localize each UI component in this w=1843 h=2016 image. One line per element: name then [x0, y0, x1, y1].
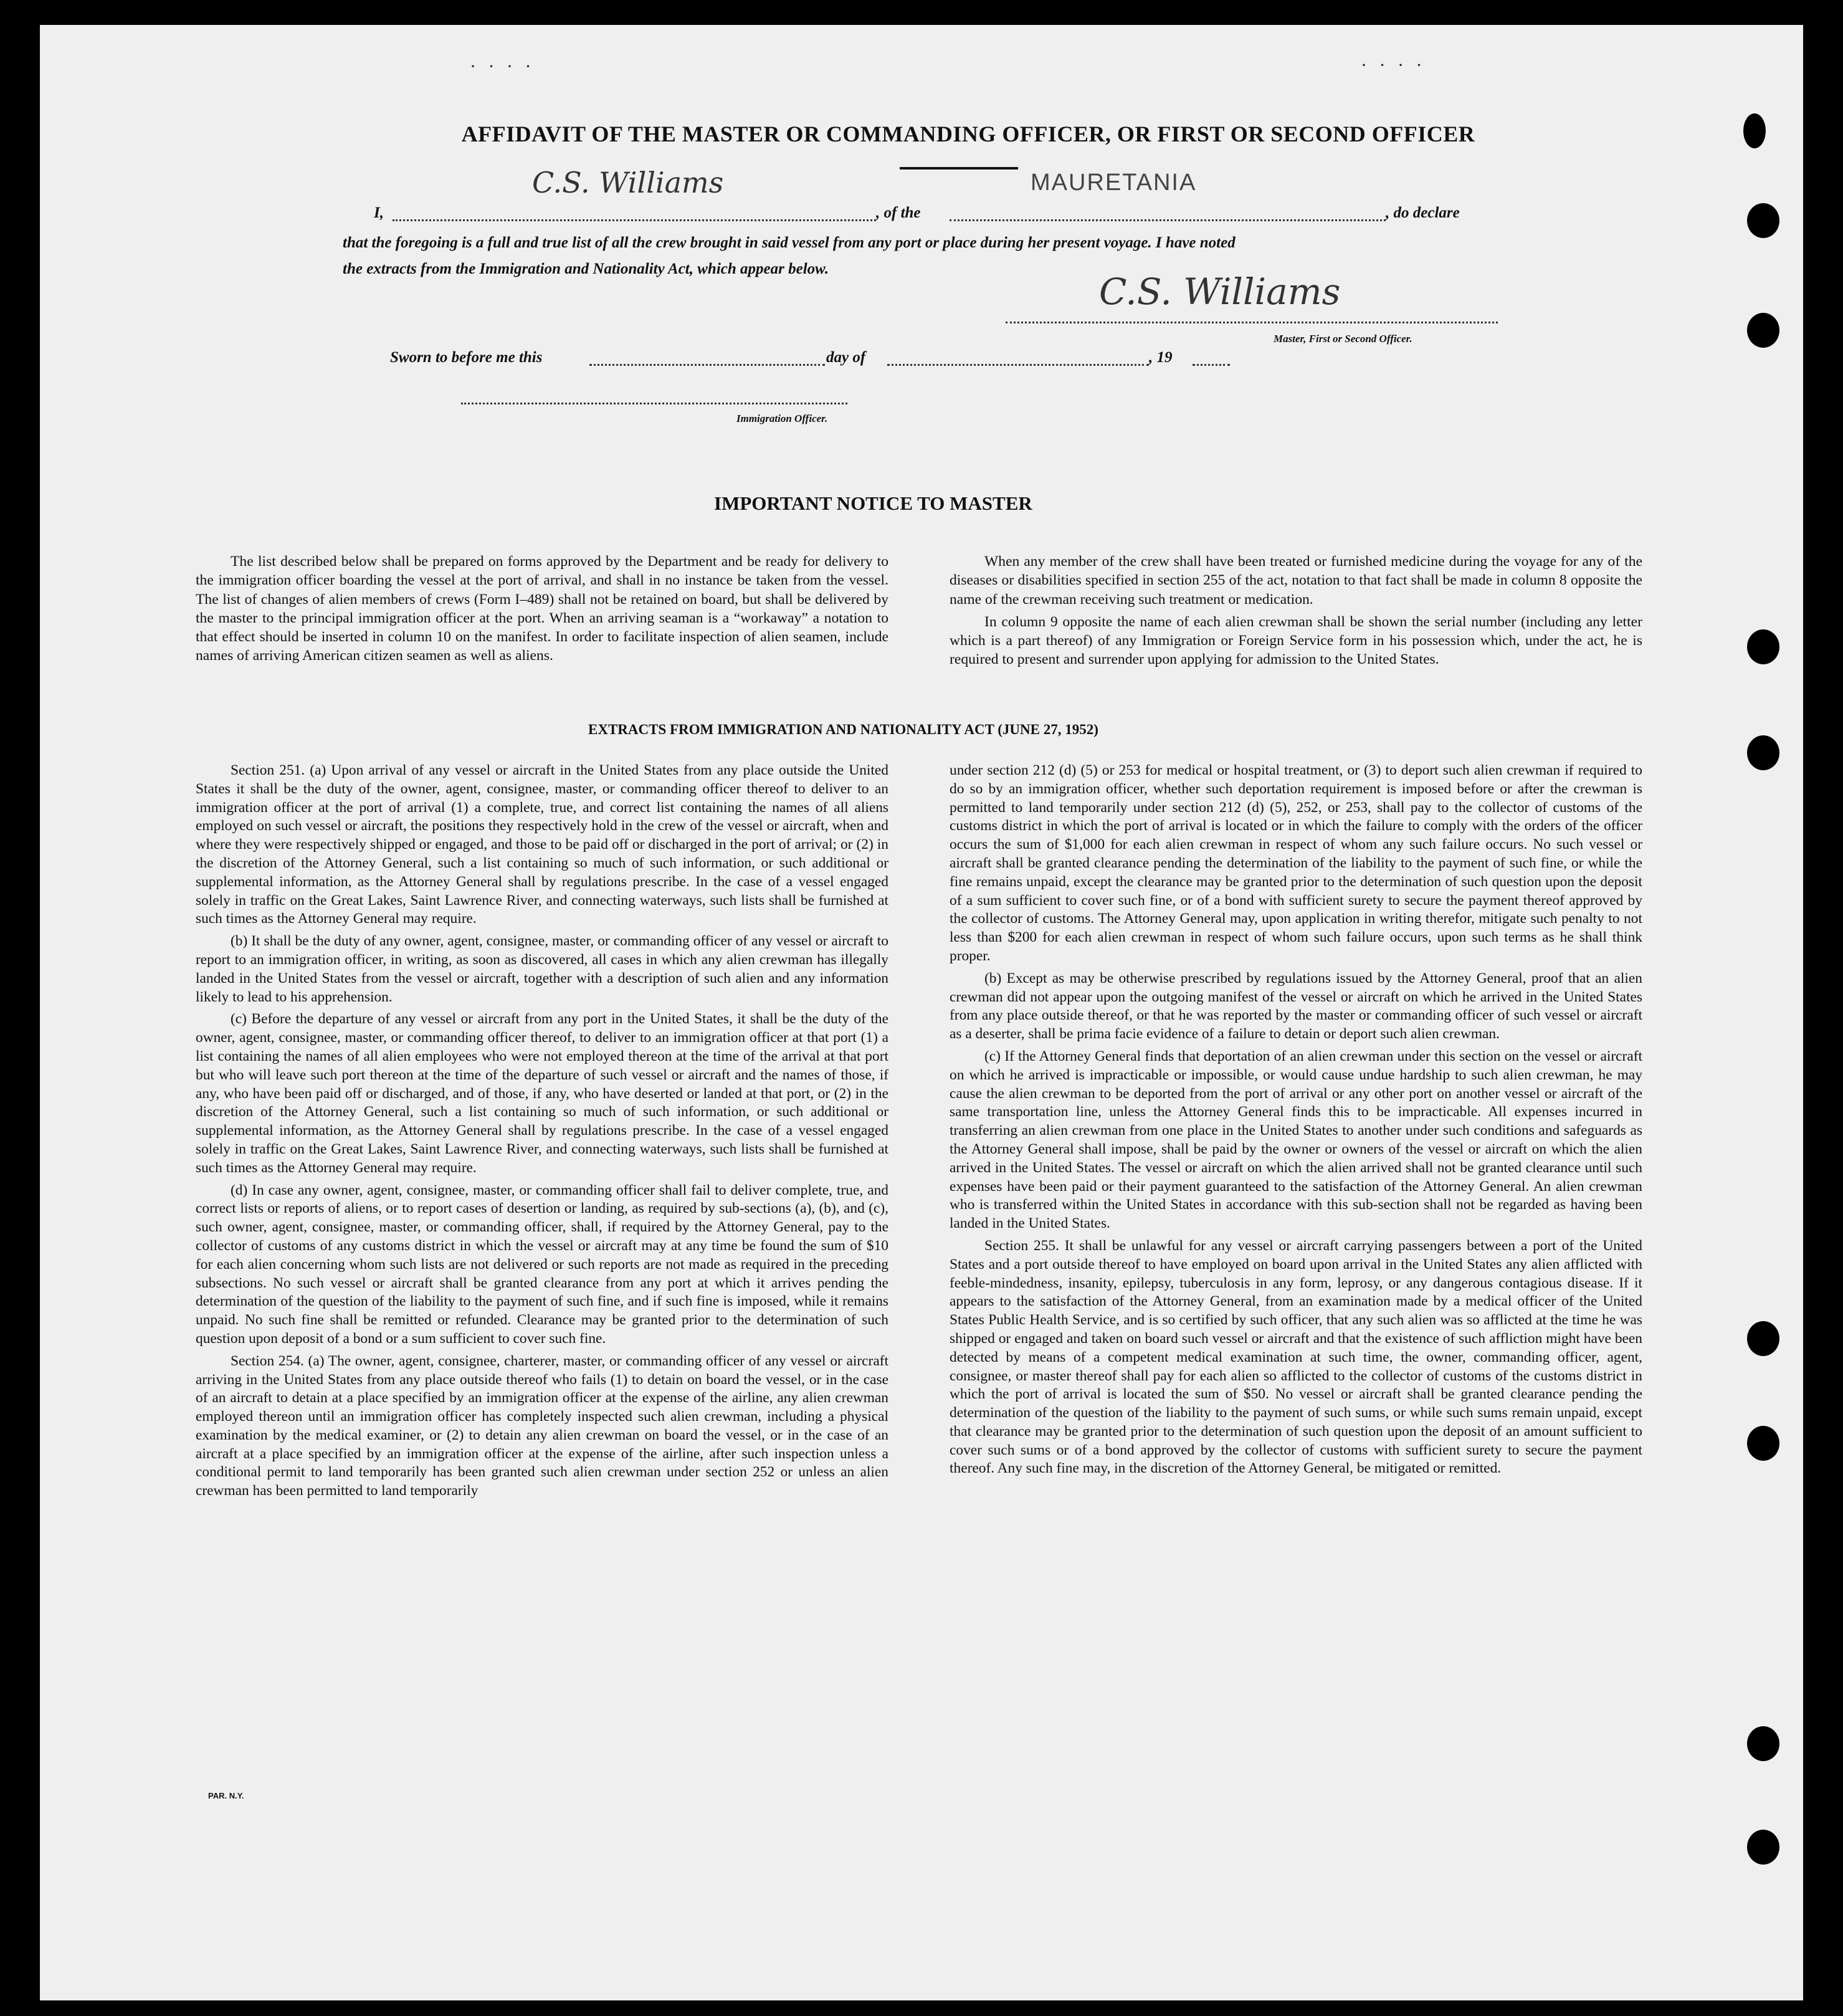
sworn-day-of: day of [826, 349, 866, 366]
notice-title: IMPORTANT NOTICE TO MASTER [714, 492, 1032, 514]
master-signature-line [1006, 322, 1498, 323]
master-label: Master, First or Second Officer. [1274, 333, 1412, 345]
punch-hole [1747, 735, 1779, 770]
extracts-right-column [950, 762, 1642, 1478]
affidavit-title: AFFIDAVIT OF THE MASTER OR COMMANDING OFFICER, OR FIRST OR SECOND OFFICER [461, 122, 1475, 146]
registration-mark: · · · · [470, 56, 535, 77]
printer-mark: PAR. N.Y. [208, 1791, 244, 1800]
title-rule [900, 167, 1018, 170]
notice-right-column [950, 552, 1642, 669]
punch-hole [1747, 313, 1779, 348]
punch-hole [1747, 629, 1779, 664]
sworn-month-line [887, 364, 1149, 366]
section-254-a: Section 254. (a) The owner, agent, consignee, charterer, master, or commanding officer of any vessel or aircraft arriving in the United States from any place outside thereof who fails (1) to detain on board the vessel, or in the case of an aircraft to detain at a place specified by an immigration officer at the expense of the airline, any alien crewman employed thereon until an immigration officer has completely inspected such alien crewman, including a physical examination by the medical examiner, or (2) to detain any alien crewman on board the vessel, or in the case of an aircraft at a place specified by an immigration officer at the expense of the airline, after such inspection unless a conditional permit to land temporarily has been granted such alien crewman under section 252 or unless an alien crewman has been permitted to land temporarily [196, 1352, 888, 1499]
section-251-d: (d) In case any owner, agent, consignee, master, or commanding officer shall fail to deliver complete, true, and correct lists or reports of aliens, or to report cases of desertion or landing, as required by sub-sections (a), (b), and (c), such owner, agent, consignee, master, or commanding officer, shall, if required by the Attorney General, pay to the collector of customs of any customs district in which the vessel or aircraft may at any time be found the sum of $10 for each alien concerning whom such lists are not delivered or such reports are not made as required in the preceding subsections. No such vessel or aircraft shall be granted clearance from any port at which it arrives pending the determination of the question of the liability to the payment of such fine, and if such fine is imposed, while it remains unpaid. No such fine shall be remitted or refunded. Clearance may be granted prior to the determination of such question upon deposit of a bond or a sum sufficient to cover such fine. [196, 1182, 888, 1347]
sworn-year: , 19 [1149, 349, 1173, 366]
ship-name-stamp: MAURETANIA [1031, 170, 1197, 196]
notice-right-paragraph-1: When any member of the crew shall have been treated or furnished medicine during the voyage for any of the diseases or disabilities specified in section 255 of the act, notation to that fact shall be made in column 8 opposite the name of the crewman receiving such treatment or medication. [950, 553, 1642, 608]
document-page [40, 25, 1803, 2000]
name-dotted-line [393, 219, 876, 221]
declare-i: I, [374, 204, 384, 221]
declare-line-3: the extracts from the Immigration and Nationality Act, which appear below. [343, 260, 829, 277]
section-251-c: (c) Before the departure of any vessel or aircraft from any port in the United States, it shall be the duty of the owner, agent, consignee, master, or commanding officer thereof, to deliver to an immigration officer at that port (1) a list containing the names of all alien employees who were not employed thereon at the time of the arrival at that port but who will leave such port thereon at the time of the departure of such vessel or aircraft and the names of those, if any, who have been paid off or discharged, and of those, if any, who have deserted or landed at that port, or (2) in the discretion of the Attorney General, such a list containing so much of such information, or such additional or supplemental information, as the Attorney General shall by regulations prescribe. In the case of a vessel engaged solely in traffic on the Great Lakes, Saint Lawrence River, and connecting waterways, such lists shall be furnished at such times as the Attorney General may require. [196, 1011, 888, 1176]
section-254-b: (b) Except as may be otherwise prescribed by regulations issued by the Attorney General, proof that an alien crewman did not appear upon the outgoing manifest of the vessel or aircraft on which he arrived in the United States from any place outside thereof, or that he was reported by the master or commanding officer of such vessel or aircraft as a deserter, shall be prima facie evidence of a failure to detain or deport such alien crewman. [950, 970, 1642, 1043]
signature-master: C.S. Williams [1099, 270, 1341, 313]
declare-do-declare: , do declare [1386, 204, 1460, 221]
extracts-title: EXTRACTS FROM IMMIGRATION AND NATIONALITY ACT (JUNE 27, 1952) [588, 722, 1098, 737]
punch-hole [1747, 1321, 1779, 1356]
section-255: Section 255. It shall be unlawful for any vessel or aircraft carrying passengers between a port of the United States and a port outside thereof to have employed on board upon arrival in the United States any alien afflicted with feeble-mindedness, insanity, epilepsy, tuberculosis in any form, leprosy, or any dangerous contagious disease. If it appears to the satisfaction of the Attorney General, from an examination made by a medical officer of the United States Public Health Service, and is so certified by such officer, that any such alien was so afflicted at the time he was shipped or engaged and taken on board such vessel or aircraft and that the existence of such affliction might have been detected by means of a competent medical examination at such time, the owner, commanding officer, agent, consignee, or master thereof shall pay for each alien so afflicted to the collector of customs of the customs district in which the port of arrival is located the sum of $50. No vessel or aircraft shall be granted clearance pending the determination of the question of the liability to the payment of such sums, or while such sums remain unpaid, except that clearance may be granted prior to the determination of such question upon the deposit of an amount sufficient to cover such sums or of a bond approved by the collector of customs with sufficient surety to secure the payment thereof. Any such fine may, in the discretion of the Attorney General, be mitigated or remitted. [950, 1237, 1642, 1477]
section-254-a-cont: under section 212 (d) (5) or 253 for medical or hospital treatment, or (3) to deport such alien crewman if required to do so by an immigration officer, whether such deportation requirement is imposed before or after the crewman is permitted to land temporarily under section 212 (d) (5), 252, or 253, shall pay to the collector of customs of the customs district in which the port of arrival is located or in which the failure to comply with the orders of the officer occurs the sum of $1,000 for each alien crewman in respect of whom any such failure occurs. No such vessel or aircraft shall be granted clearance pending the determination of the liability to the payment of such fine, or while the fine remains unpaid, except the clearance may be granted prior to the determination of such question upon the deposit of a sum sufficient to cover such fine, or of a bond with sufficient surety to secure the payment thereof approved by the collector of customs. The Attorney General may, upon application in writing therefor, mitigate such penalty to not less than $200 for each alien crewman in respect of whom such failure occurs, upon such terms as he shall think proper. [950, 762, 1642, 964]
sworn-text: Sworn to before me this [390, 349, 543, 366]
section-251-b: (b) It shall be the duty of any owner, agent, consignee, master, or commanding officer of any vessel or aircraft to report to an immigration officer, in writing, as soon as discovered, all cases in which any alien crewman has illegally landed in the United States from the vessel or aircraft, together with a description of such alien and any information likely to lead to his apprehension. [196, 933, 888, 1005]
extracts-left-column [196, 762, 888, 1501]
punch-hole [1743, 113, 1766, 148]
officer-signature-line [461, 403, 847, 404]
section-251-a: Section 251. (a) Upon arrival of any vessel or aircraft in the United States from any place outside the United States it shall be the duty of the owner, agent, consignee, master, or commanding officer thereof to deliver to an immigration officer at the port of arrival (1) a complete, true, and correct list containing the names of all aliens employed on such vessel or aircraft, the positions they respectively hold in the crew of the vessel or aircraft, when and where they were respectively shipped or engaged, and those to be paid off or discharged in the port of arrival; or (2) in the discretion of the Attorney General, such a list containing so much of such information, or such additional or supplemental information, as the Attorney General shall by regulations prescribe. In the case of a vessel engaged solely in traffic on the Great Lakes, Saint Lawrence River, and connecting waterways, such lists shall be furnished at such times as the Attorney General may require. [196, 762, 888, 927]
punch-hole [1747, 1426, 1779, 1461]
declare-line-2: that the foregoing is a full and true list of all the crew brought in said vessel from any port or place during her present voyage. I have noted [343, 234, 1236, 251]
punch-hole [1747, 1830, 1779, 1865]
sworn-day-line [589, 364, 825, 366]
notice-right-paragraph-2: In column 9 opposite the name of each alien crewman shall be shown the serial number (including any letter which is a part thereof) of any Immigration or Foreign Service form in his possession which, under the act, he is required to present and surrender upon applying for admission to the United States. [950, 613, 1642, 668]
declare-of-the: , of the [876, 204, 921, 221]
punch-hole [1747, 1726, 1779, 1761]
notice-left-column [196, 552, 888, 666]
signature-top: C.S. Williams [532, 166, 724, 199]
punch-hole [1747, 203, 1779, 238]
registration-mark: · · · · [1361, 55, 1426, 75]
section-254-c: (c) If the Attorney General finds that deportation of an alien crewman under this section on the vessel or aircraft on which he arrived is impracticable or impossible, or would cause undue hardship to such alien crewman, he may cause the alien crewman to be deported from the port of arrival or any other port on another vessel or aircraft of the same transportation line, unless the Attorney General finds this to be impracticable. All expenses incurred in transferring an alien crewman from one place in the United States to another under such conditions and safeguards as the Attorney General shall impose, shall be paid by the owner or owners of the vessel or aircraft on which the alien arrived in the United States. The vessel or aircraft on which the alien arrived shall not be granted clearance until such expenses have been paid or their payment guaranteed to the satisfaction of the Attorney General. An alien crewman who is transferred within the United States in accordance with this sub-section shall not be regarded as having been landed in the United States. [950, 1048, 1642, 1232]
notice-left-paragraph: The list described below shall be prepared on forms approved by the Department and be ready for delivery to the immigration officer boarding the vessel at the port of arrival, and shall in no instance be taken from the vessel. The list of changes of alien members of crews (Form I–489) shall not be retained on board, but shall be delivered by the master to the principal immigration officer at the port. When an arriving seaman is a “workaway” a notation to that effect should be inserted in column 10 on the manifest. In order to facilitate inspection of alien seamen, include names of arriving American citizen seamen as well as aliens. [196, 553, 888, 664]
sworn-year-line [1193, 364, 1230, 366]
officer-label: Immigration Officer. [736, 413, 828, 424]
vessel-dotted-line [950, 219, 1386, 221]
